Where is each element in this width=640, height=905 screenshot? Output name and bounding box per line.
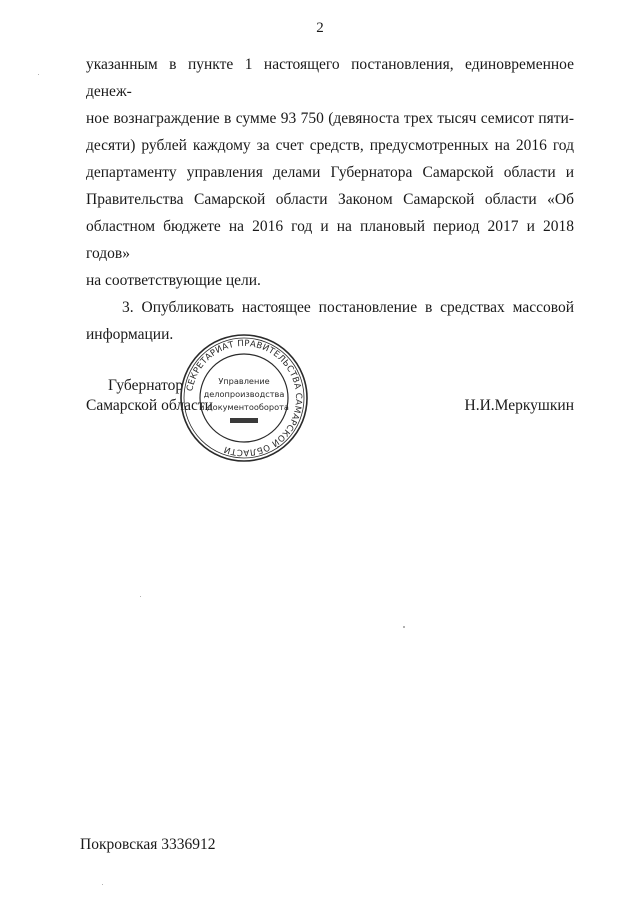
text-line: областном бюджете на 2016 год и на плановый период 2017 и 2018 годов» [86, 218, 574, 262]
stamp-center-line1: Управление [218, 376, 270, 386]
stamp-center-line2: делопроизводства [203, 389, 285, 399]
scan-speck [102, 884, 103, 885]
text-line: ное вознаграждение в сумме 93 750 (девяноста трех тысяч семисот пяти- [86, 110, 574, 127]
scan-speck [38, 74, 39, 75]
stamp-center-line3: и документооборота [199, 402, 289, 412]
stamp-number-bar [230, 418, 258, 423]
body-text [86, 51, 574, 348]
text-line: указанным в пункте 1 настоящего постановления, единовременное денеж- [86, 56, 574, 100]
text-line: департаменту управления делами Губернатора Самарской области и [86, 164, 574, 181]
text-line: Правительства Самарской области Законом Самарской области «Об [86, 191, 574, 208]
text-line: десяти) рублей каждому за счет средств, предусмотренных на 2016 год [86, 137, 574, 154]
signatory-title-line1: Губернатор [108, 377, 184, 394]
signatory-name: Н.И.Меркушкин [464, 397, 574, 414]
paragraph-publish [86, 294, 574, 348]
executor-note: Покровская 3336912 [80, 836, 216, 853]
text-line: информации. [86, 326, 174, 343]
scan-speck [403, 626, 405, 628]
stamp-ring-text: СЕКРЕТАРИАТ ПРАВИТЕЛЬСТВА САМАРСКОЙ ОБЛАСТИ [185, 338, 304, 458]
official-seal-stamp [178, 332, 310, 464]
text-line: на соответствующие цели. [86, 272, 261, 289]
scan-speck [140, 596, 141, 597]
page-number: 2 [316, 20, 324, 36]
text-line: 3. Опубликовать настоящее постановление в средствах массовой [122, 299, 574, 316]
paragraph-award [86, 51, 574, 294]
signatory-title-line2: Самарской области [86, 397, 213, 414]
